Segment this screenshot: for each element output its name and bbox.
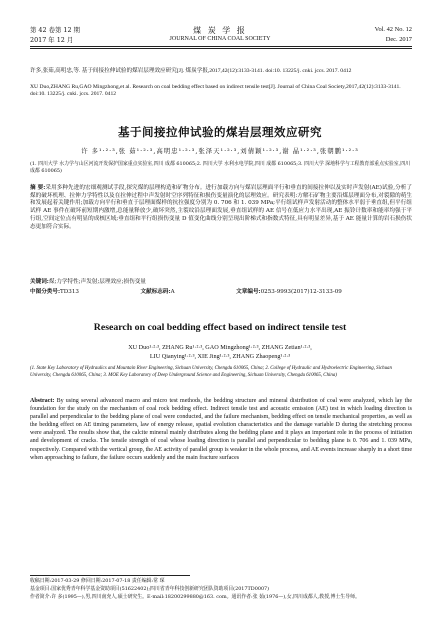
footnote-received: 收稿日期:2017-03-29 修回日期:2017-07-18 责任编辑:常 琛 [30, 578, 165, 584]
footnote-funding: 基金项目:国家优秀青年科学基金资助项目(51622402);四川省青年科技创新研究团队资助项目(2017TD0007) [30, 586, 270, 592]
doc-code-label: 文献标志码: [140, 289, 171, 295]
authors-cn: 许 多¹·²·³,张 茹¹·²·³,高明忠¹·²·³,张泽天¹·²·³,刘倩颖¹·²·³,谢 晶¹·²·³,张朝鹏¹·²·³ [81, 147, 359, 155]
header-vol-en: Vol. 42 No. 12 [374, 26, 412, 33]
header-rule [30, 46, 412, 47]
article-id-label: 文章编号: [236, 289, 261, 295]
keywords-cn-text: 煤;力学特性;声发射;层理效应;损伤变量 [48, 279, 146, 285]
header-volume-cn: 第 42 卷第 12 期 [30, 26, 80, 34]
authors-en-line1: XU Duo¹·²·³, ZHANG Ru¹·²·³, GAO Mingzhong¹·²·³, ZHANG Zetian¹·²·³, [128, 344, 312, 351]
article-id-value: 0253-9993(2017)12-3133-09 [260, 289, 342, 295]
affiliation-en: (1. State Key Laboratory of Hydraulics and Mountain River Engineering, Sichuan University, Chengdu 610065, China; 2. College of Hydraulic and Hydroelectric Engineering, Sichuan University, Chengdu 610065, China; 3. MOE Key Laboratory of Deep Underground Science and Engineering, Sichuan University, Chengdu 610065, China) [30, 366, 392, 378]
header-rule-thin [30, 48, 412, 49]
abstract-en-label: Abstract: [30, 398, 55, 404]
authors-en-line2: LIU Qianying¹·²·³, XIE Jing¹·²·³, ZHANG Zhaopeng¹·²·³ [149, 353, 291, 360]
doc-code-value: A [170, 289, 175, 295]
citation-en: XU Duo,ZHANG Ru,GAO Mingzhong,et al. Research on coal bedding effect based on indirect tensile test[J]. Journal of China Coal Society,2017,42(12):3133-3141. doi:10. 13225/j. cnki. jccs. 2017. 0412 [30, 84, 401, 98]
header-date-cn: 2017 年 12 月 [30, 36, 74, 44]
footnote-rule [30, 575, 190, 576]
abstract-cn-label: 摘 要: [30, 185, 46, 191]
clc-value: TD313 [60, 289, 79, 295]
abstract-en [30, 397, 412, 462]
abstract-cn [30, 185, 412, 231]
header-journal-en: JOURNAL OF CHINA COAL SOCIETY [169, 36, 271, 42]
footnote-author-bio: 作者简介:许 多(1995—),男,四川南充人,硕士研究生。E-mail:18200299880@163. com。通讯作者:张 茹(1976—),女,四川成都人,教授,博士生导师。 [30, 594, 360, 600]
classification-line [30, 289, 412, 297]
abstract-cn-text: 采用多种先进的宏细观测试手段,探究煤的层理构造和矿物分布。进行加载方向与煤岩层理面平行和垂直的间接拉伸以及实时声发射(AE)试验,分析了煤的破坏机理、拉伸力学特性以及在拉伸过程中声发射时空序列特征和损伤变量演化的层理效应。研究表明:方解石矿物主要沿煤层理面分布,对裂隙的萌生和发展起着关键作用;加载方向平行和垂直于层理面煤样的抗拉强度分别为 0. 706 和 1. 039 MPa;平行组试样声发射活动的整体水平弱于垂直组,但平行组试样 AE 事件在破坏前短期内激增,总能量释放少,破坏突然,主裂纹沿层理面发展,垂直组试样的 AE 信号在低应力水平出现,AE 振铃计数率和能率均强于平行组,空间定位点有明显的成核区域;垂直组和平行组损伤变量 D 值变化曲线分别呈现出阶梯式和指数式特征,具有明显差异,基于 AE 能量计算的岩石损伤状态更加符合实际。 [30, 185, 412, 230]
header-date-en: Dec. 2017 [385, 36, 412, 43]
header-journal-cn: 煤 炭 学 报 [193, 26, 247, 35]
citation-cn: 许多,张茹,高明忠,等. 基于间接拉伸试验的煤岩层理效应研究[J]. 煤炭学报,2017,42(12):3133-3141. doi:10. 13225/j. cnki. jccs. 2017. 0412 [30, 68, 352, 74]
affiliation-cn: (1. 四川大学 水力学与山区河流开发保护国家重点实验室,四川 成都 610065;2. 四川大学 水利水电学院,四川 成都 610065;3. 四川大学 深地科学与工程教育部重点实验室,四川 成都 610065) [30, 161, 410, 174]
abstract-en-text: By using several advanced macro and micro test methods, the bedding structure and mineral distribution of coal were analyzed, which lay the foundation for the study on the mechanism of coal rock bedding effect. Indirect tensile test and acoustic emission (AE) test in which loading direction is parallel and perpendicular to the bedding plane of coal were conducted, and the failure mechanism, bedding effect on tensile mechanical properties, as well as the bedding effect on AE timing parameters, law of energy release, spatial evolution characteristics and the damage variable D during the stretching process were analyzed. The results show that, the calcite mineral mainly distributes along the bedding plane and it plays an important role in the process of initiation and development of cracks. The tensile strength of coal whose loading direction is parallel and perpendicular to bedding plane is 0. 706 and 1. 039 MPa, respectively. Compared with the vertical group, the AE activity of parallel group is weaker in the whole process, and AE events increase sharply in a short time when approaching to failure, the failure occurs suddenly and the main fracture surfaces [30, 398, 412, 461]
keywords-cn [30, 279, 412, 287]
keywords-cn-label: 关键词: [30, 279, 49, 285]
title-cn: 基于间接拉伸试验的煤岩层理效应研究 [118, 125, 322, 139]
title-en: Research on coal bedding effect based on indirect tensile test [93, 322, 347, 333]
clc-label: 中图分类号: [30, 289, 61, 295]
